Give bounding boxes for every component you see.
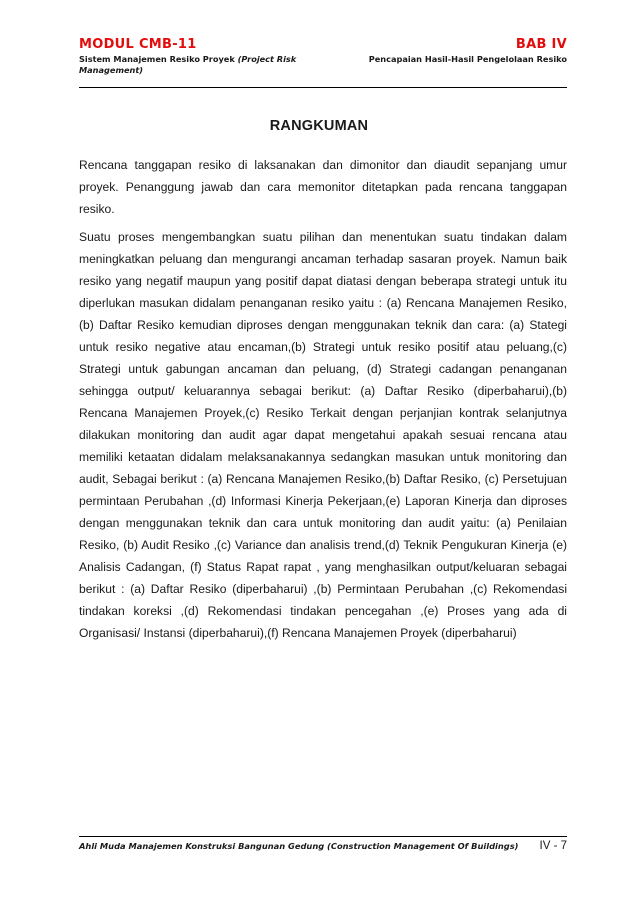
section-title: RANGKUMAN bbox=[269, 118, 369, 134]
header-subtitle-row bbox=[79, 54, 567, 76]
footer-divider bbox=[79, 836, 567, 837]
footer-text: Ahli Muda Manajemen Konstruksi Bangunan Gedung (Construction Management Of Buildings) bbox=[79, 841, 519, 851]
module-title-main: Sistem Manajemen Resiko Proyek bbox=[79, 54, 235, 64]
header-top-row bbox=[79, 37, 567, 52]
module-title-english: (Project Risk Management) bbox=[79, 54, 297, 75]
summary-paragraph-1: Rencana tanggapan resiko di laksanakan dan dimonitor dan diaudit sepanjang umur proyek. Penanggung jawab dan cara memonitor ditetapkan pada rencana tanggapan resiko. bbox=[79, 158, 567, 216]
module-title bbox=[79, 54, 314, 76]
page-footer bbox=[79, 840, 567, 852]
page-header bbox=[79, 37, 567, 76]
module-code: MODUL CMB-11 bbox=[79, 37, 197, 52]
chapter-label: BAB IV bbox=[515, 37, 567, 52]
page-number: IV - 7 bbox=[539, 840, 567, 852]
header-divider bbox=[79, 87, 567, 88]
summary-paragraph-2: Suatu proses mengembangkan suatu pilihan dan menentukan suatu tindakan dalam meningkatkan peluang dan mengurangi ancaman terhadap sasaran proyek. Namun baik resiko yang negatif maupun yang positif dapat diatasi dengan beberapa strategi untuk itu diperlukan masukan didalam penanganan resiko yaitu : (a) Rencana Manajemen Resiko, (b) Daftar Resiko kemudian diproses dengan menggunakan teknik dan cara: (a) Stategi untuk resiko negative atau encaman,(b) Strategi untuk resiko positif atau peluang,(c) Strategi untuk gabungan ancaman dan peluang, (d) Strategi cadangan penanganan sehingga output/ keluarannya sebagai berikut: (a) Daftar Resiko (diperbaharui),(b) Rencana Manajemen Proyek,(c) Resiko Terkait dengan perjanjian kontrak selanjutnya dilakukan monitoring dan audit agar dapat mengetahui apakah sesuai rencana atau memiliki ketaatan didalam melaksanakannya sedangkan masukan untuk monitoring dan audit, Sebagai berikut : (a) Rencana Manajemen Resiko,(b) Daftar Resiko, (c) Persetujuan permintaan Perubahan ,(d) Informasi Kinerja Pekerjaan,(e) Laporan Kinerja dan diproses dengan menggunakan teknik dan cara untuk monitoring dan audit yaitu: (a) Penilaian Resiko, (b) Audit Resiko ,(c) Variance dan analisis trend,(d) Teknik Pengukuran Kinerja (e) Analisis Cadangan, (f) Status Rapat rapat , yang menghasilkan output/keluaran sebagai berikut : (a) Daftar Resiko (diperbaharui) ,(b) Permintaan Perubahan ,(c) Rekomendasi tindakan koreksi ,(d) Rekomendasi tindakan pencegahan ,(e) Proses yang ada di Organisasi/ Instansi (diperbaharui),(f) Rencana Manajemen Proyek (diperbaharui) bbox=[79, 230, 567, 640]
chapter-title: Pencapaian Hasil-Hasil Pengelolaan Resiko bbox=[368, 54, 567, 64]
